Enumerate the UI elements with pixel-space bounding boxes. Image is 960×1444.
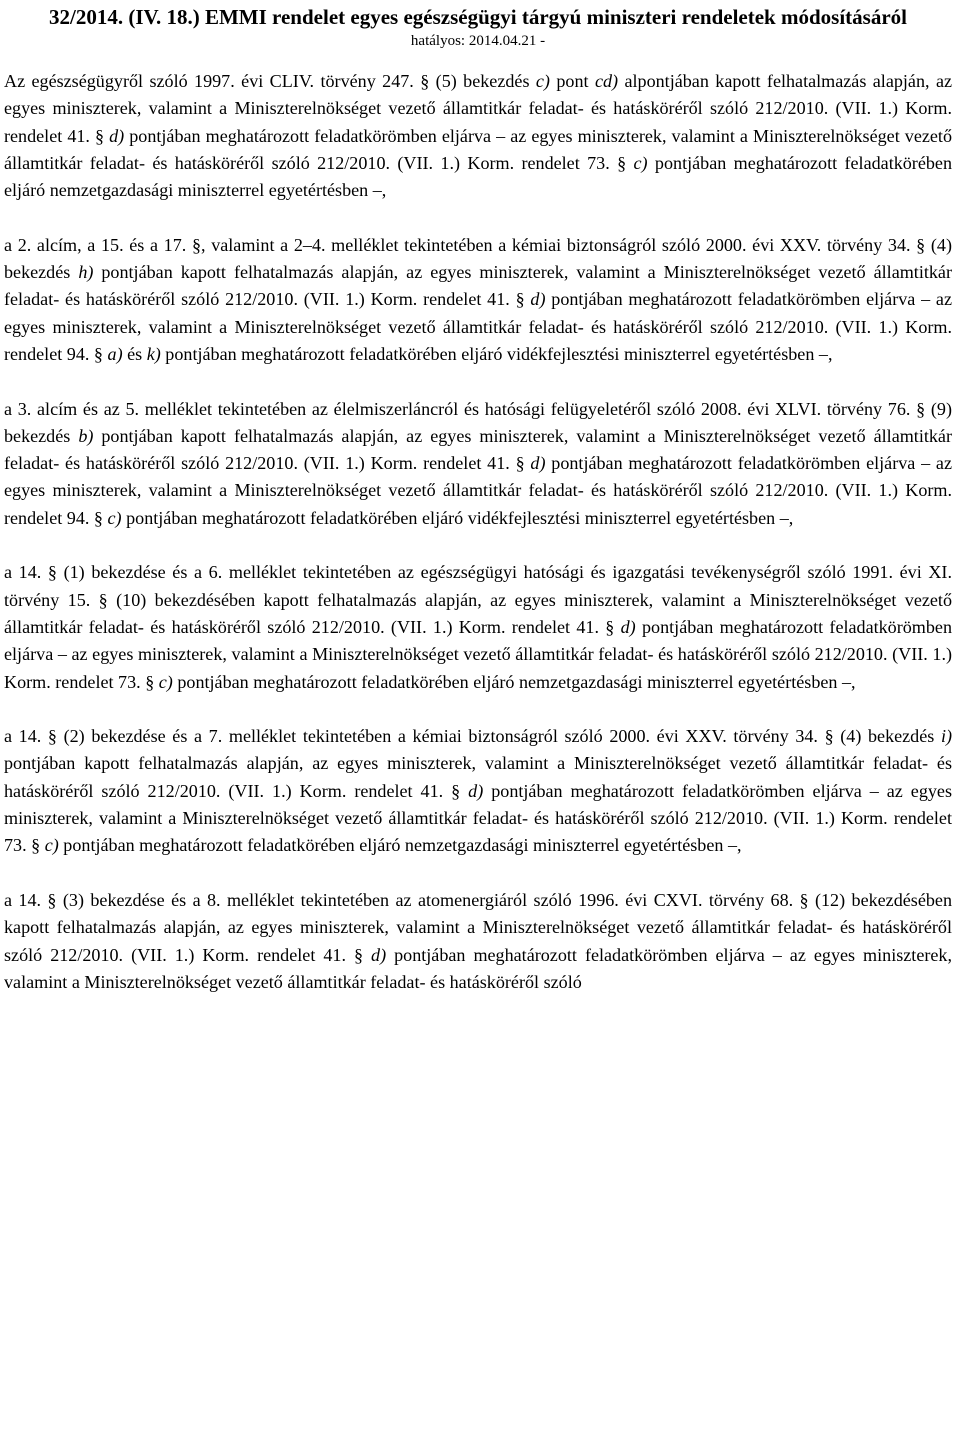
document-title: 32/2014. (IV. 18.) EMMI rendelet egyes egészségügyi tárgyú miniszteri rendeletek módosításáról	[49, 5, 907, 29]
point-reference: c)	[107, 507, 122, 528]
text-run: a 2. alcím, a 15. és a 17. §, valamint a 2–4. melléklet tekintetében a kémiai biztonságról szóló 2000. évi XXV. törvény 34. § (4) bekezdés	[4, 234, 952, 283]
text-run: pontjában meghatározott feladatkörömben eljárva – az egyes miniszterek, valamint a Miniszterelnökséget vezető államtitkár feladat- és hatásköréről szóló 212/2010. (VII. 1.) Korm. rendelet 73. §	[4, 616, 953, 692]
point-reference: h)	[78, 262, 94, 283]
point-reference: a)	[107, 343, 123, 364]
paragraph-preamble	[4, 68, 952, 204]
point-reference: d)	[109, 125, 125, 146]
document	[4, 4, 952, 996]
text-run: pontjában meghatározott feladatkörében eljáró nemzetgazdasági miniszterrel egyetértésben –,	[58, 835, 742, 856]
text-run: Az egészségügyről szóló 1997. évi CLIV. törvény 247. § (5) bekezdés	[4, 71, 536, 91]
point-reference: d)	[530, 289, 546, 310]
point-reference: d)	[530, 453, 546, 474]
text-run: pontjában meghatározott feladatkörében eljáró nemzetgazdasági miniszterrel egyetértésben –,	[4, 152, 952, 201]
point-reference: c)	[44, 835, 59, 856]
point-reference: c)	[535, 71, 550, 91]
text-run: pont	[549, 71, 595, 91]
point-reference: b)	[78, 425, 94, 446]
text-run: pontjában meghatározott feladatkörében eljáró vidékfejlesztési miniszterrel egyetértésben –,	[160, 343, 833, 364]
point-reference: d)	[620, 616, 636, 637]
paragraph	[4, 723, 952, 859]
text-run: pontjában meghatározott feladatkörében eljáró vidékfejlesztési miniszterrel egyetértésben –,	[121, 507, 794, 528]
text-run: és	[122, 343, 147, 364]
text-run: a 14. § (2) bekezdése és a 7. melléklet tekintetében a kémiai biztonságról szóló 2000. évi XXV. törvény 34. § (4) bekezdés	[4, 726, 941, 747]
point-reference: c)	[158, 671, 173, 692]
text-run: pontjában kapott felhatalmazás alapján, az egyes miniszterek, valamint a Miniszterelnökséget vezető államtitkár feladat- és hatásköréről szóló 212/2010. (VII. 1.) Korm. rendelet 41. §	[4, 425, 952, 474]
text-run: pontjában meghatározott feladatkörömben eljárva – az egyes miniszterek, valamint a Miniszterelnökséget vezető államtitkár feladat- és hatásköréről szóló	[4, 944, 952, 992]
text-run: pontjában kapott felhatalmazás alapján, az egyes miniszterek, valamint a Miniszterelnökséget vezető államtitkár feladat- és hatásköréről szóló 212/2010. (VII. 1.) Korm. rendelet 41. §	[4, 753, 952, 801]
text-run: a 14. § (3) bekezdése és a 8. melléklet tekintetében az atomenergiáról szóló 1996. évi CXVI. törvény 68. § (12) bekezdésében kapott felhatalmazás alapján, az egyes miniszterek, valamint a Miniszterelnökséget vezető államtitkár feladat- és hatásköréről szóló 212/2010. (VII. 1.) Korm. rendelet 41. §	[4, 889, 952, 965]
text-run: alpontjában kapott felhatalmazás alapján, az egyes miniszterek, valamint a Miniszterelnökséget vezető államtitkár feladat- és hatásköréről szóló 212/2010. (VII. 1.) Korm. rendelet 41. §	[4, 71, 953, 146]
paragraph	[4, 559, 952, 695]
point-reference: d)	[371, 944, 387, 965]
text-run: pontjában kapott felhatalmazás alapján, az egyes miniszterek, valamint a Miniszterelnökséget vezető államtitkár feladat- és hatásköréről szóló 212/2010. (VII. 1.) Korm. rendelet 41. §	[4, 262, 952, 310]
text-run: a 14. § (1) bekezdése és a 6. melléklet tekintetében az egészségügyi hatósági és igazgatási tevékenységről szóló 1991. évi XI. törvény 15. § (10) bekezdésében kapott felhatalmazás alapján, az egyes miniszterek, valamint a Miniszterelnökséget vezető államtitkár feladat- és hatásköréről szóló 212/2010. (VII. 1.) Korm. rendelet 41. §	[4, 562, 952, 637]
text-run: a 3. alcím és az 5. melléklet tekintetében az élelmiszerláncról és hatósági felügyeletéről szóló 2008. évi XLVI. törvény 76. § (9) bekezdés	[4, 398, 952, 446]
text-run: pontjában meghatározott feladatkörömben eljárva – az egyes miniszterek, valamint a Miniszterelnökséget vezető államtitkár feladat- és hatásköréről szóló 212/2010. (VII. 1.) Korm. rendelet 94. §	[4, 453, 952, 528]
point-reference: i)	[940, 726, 952, 747]
paragraph	[4, 232, 952, 368]
paragraph	[4, 396, 952, 532]
text-run: pontjában meghatározott feladatkörében eljáró nemzetgazdasági miniszterrel egyetértésben –,	[172, 671, 856, 692]
point-reference: cd)	[594, 71, 619, 91]
point-reference: c)	[633, 152, 648, 173]
paragraph	[4, 887, 952, 996]
text-run: pontjában meghatározott feladatkörömben eljárva – az egyes miniszterek, valamint a Miniszterelnökséget vezető államtitkár feladat- és hatásköréről szóló 212/2010. (VII. 1.) Korm. rendelet 73. §	[4, 125, 952, 173]
text-run: pontjában meghatározott feladatkörömben eljárva – az egyes miniszterek, valamint a Miniszterelnökséget vezető államtitkár feladat- és hatásköréről szóló 212/2010. (VII. 1.) Korm. rendelet 94. §	[4, 289, 952, 364]
point-reference: k)	[146, 343, 161, 364]
document-body	[4, 68, 952, 996]
point-reference: d)	[468, 780, 484, 801]
text-run: pontjában meghatározott feladatkörömben eljárva – az egyes miniszterek, valamint a Miniszterelnökséget vezető államtitkár feladat- és hatásköréről szóló 212/2010. (VII. 1.) Korm. rendelet 73. §	[4, 780, 952, 856]
effective-date: hatályos: 2014.04.21 -	[410, 33, 546, 49]
